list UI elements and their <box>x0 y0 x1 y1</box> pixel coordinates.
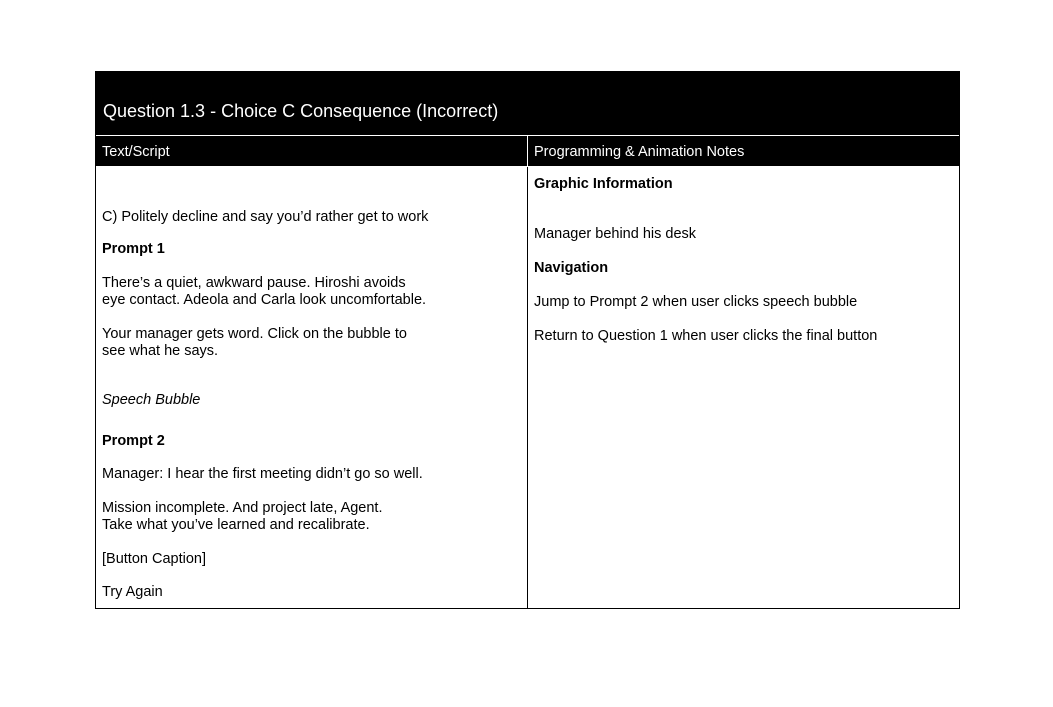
graphic-info-heading: Graphic Information <box>534 176 673 192</box>
prompt1-line: There’s a quiet, awkward pause. Hiroshi avoids <box>102 275 406 291</box>
prompt2-heading: Prompt 2 <box>102 433 165 449</box>
prompt1-heading: Prompt 1 <box>102 241 165 257</box>
column-header-script: Text/Script <box>96 136 528 166</box>
column-header-row <box>96 135 959 167</box>
graphic-info-text: Manager behind his desk <box>534 226 697 242</box>
button-caption: Try Again <box>102 584 163 600</box>
navigation-note: Return to Question 1 when user clicks the final button <box>534 328 878 344</box>
speech-bubble-label: Speech Bubble <box>102 392 201 408</box>
storyboard-table <box>95 71 960 609</box>
content-row <box>96 167 959 608</box>
notes-cell <box>528 167 959 608</box>
navigation-heading: Navigation <box>534 260 609 276</box>
mission-line: Take what you’ve learned and recalibrate. <box>102 517 370 533</box>
navigation-note: Jump to Prompt 2 when user clicks speech bubble <box>534 294 858 310</box>
choice-text: C) Politely decline and say you’d rather get to work <box>102 209 429 225</box>
script-cell <box>96 167 528 608</box>
manager-line: Manager: I hear the first meeting didn’t go so well. <box>102 466 423 482</box>
prompt1-line: see what he says. <box>102 343 219 359</box>
mission-line: Mission incomplete. And project late, Agent. <box>102 500 383 516</box>
prompt1-line: Your manager gets word. Click on the bubble to <box>102 326 407 342</box>
button-caption-label: [Button Caption] <box>102 551 206 567</box>
prompt1-line: eye contact. Adeola and Carla look uncomfortable. <box>102 292 427 308</box>
page-title: Question 1.3 - Choice C Consequence (Incorrect) <box>96 72 959 135</box>
column-header-notes: Programming & Animation Notes <box>528 136 959 166</box>
